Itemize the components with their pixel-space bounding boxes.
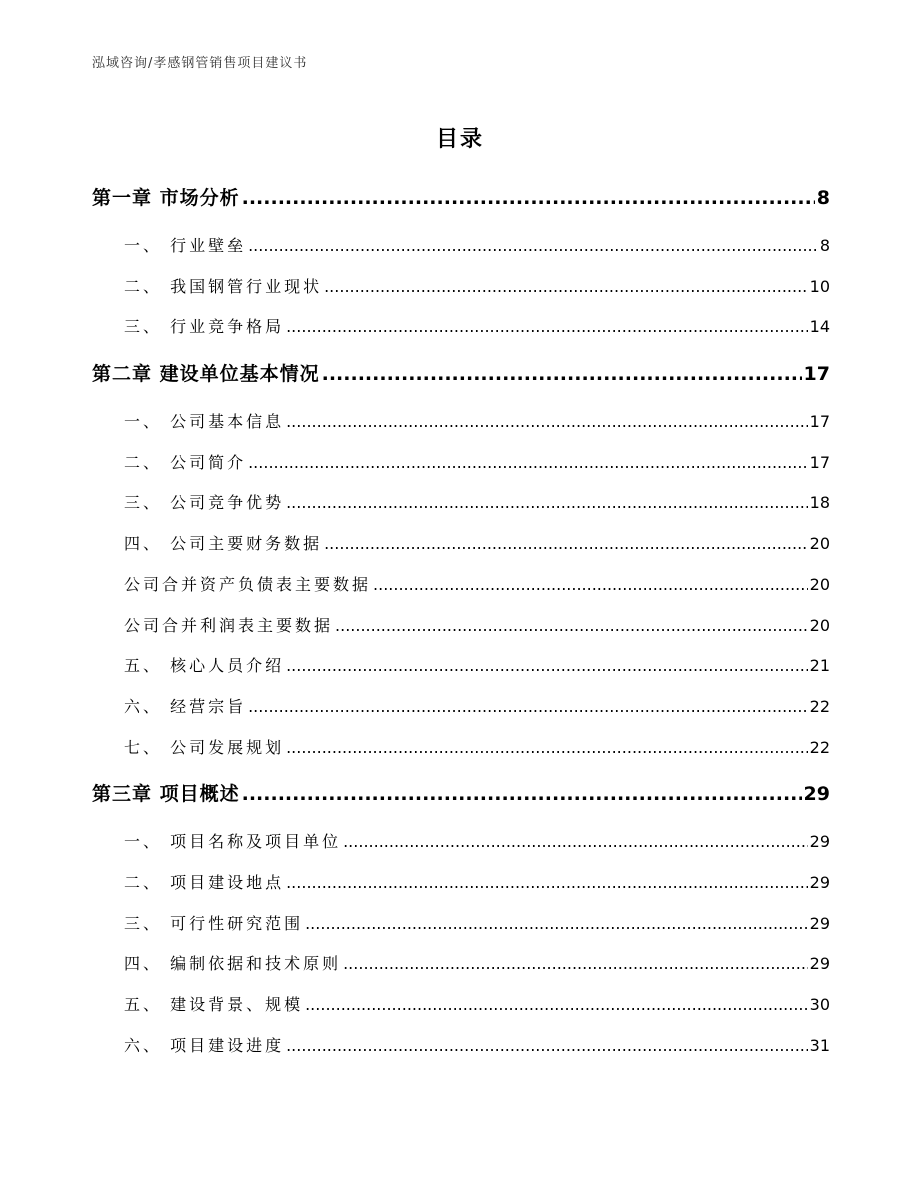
toc-entry-label: 四、 公司主要财务数据	[124, 534, 323, 554]
toc-page-number: 29	[809, 954, 830, 974]
toc-entry-label: 四、 编制依据和技术原则	[124, 954, 342, 974]
toc-section[interactable]	[92, 402, 830, 443]
toc-section[interactable]	[92, 728, 830, 769]
toc-page-number: 20	[809, 574, 830, 594]
toc-section[interactable]	[92, 307, 830, 348]
toc-section[interactable]	[92, 646, 830, 687]
toc-section[interactable]	[92, 443, 830, 484]
toc-entry-label: 六、 经营宗旨	[124, 696, 247, 716]
toc-entry-label: 第一章 市场分析	[92, 187, 240, 209]
toc-entry-label: 三、 公司竞争优势	[124, 493, 285, 513]
toc-section[interactable]	[92, 944, 830, 985]
toc-page-number: 17	[809, 452, 830, 472]
toc-subsection[interactable]	[92, 565, 830, 606]
toc-entry-label: 公司合并利润表主要数据	[124, 615, 334, 635]
toc-page-number: 22	[809, 696, 830, 716]
toc-section[interactable]	[92, 985, 830, 1026]
dot-leader	[242, 176, 815, 220]
toc-section[interactable]	[92, 267, 830, 308]
toc-page-number: 17	[809, 412, 830, 432]
toc-entry-label: 五、 建设背景、规模	[124, 995, 304, 1014]
toc-entry-label: 二、 项目建设地点	[124, 872, 285, 892]
table-of-contents	[92, 176, 830, 1066]
toc-page-number: 29	[809, 872, 830, 892]
toc-entry-label: 三、 行业竞争格局	[124, 317, 285, 337]
toc-section[interactable]	[92, 524, 830, 565]
toc-entry-label: 第二章 建设单位基本情况	[92, 363, 320, 386]
toc-page-number: 22	[809, 737, 830, 757]
toc-chapter-2[interactable]	[92, 352, 830, 396]
toc-page-number: 29	[803, 783, 830, 806]
toc-section[interactable]	[92, 863, 830, 904]
toc-page-number: 30	[809, 995, 830, 1014]
dot-leader	[248, 226, 818, 267]
dot-leader	[324, 267, 808, 308]
toc-page-number: 18	[809, 493, 830, 513]
dot-leader	[343, 944, 808, 985]
dot-leader	[286, 483, 808, 524]
toc-entry-label: 五、 核心人员介绍	[124, 656, 285, 676]
toc-page-number: 20	[809, 615, 830, 635]
toc-title: 目录	[435, 127, 484, 152]
toc-entry-label: 一、 项目名称及项目单位	[124, 832, 342, 852]
toc-entry-label: 一、 公司基本信息	[124, 412, 285, 432]
dot-leader	[335, 606, 808, 647]
toc-chapter-1[interactable]	[92, 176, 830, 220]
toc-section[interactable]	[92, 226, 830, 267]
toc-section[interactable]	[92, 687, 830, 728]
dot-leader	[248, 443, 808, 484]
toc-page-number: 8	[816, 187, 830, 209]
dot-leader	[286, 863, 808, 904]
toc-entry-label: 二、 我国钢管行业现状	[124, 276, 323, 296]
toc-page-number: 29	[809, 913, 830, 933]
toc-page-number: 21	[809, 656, 830, 676]
dot-leader	[242, 772, 802, 816]
dot-leader	[322, 352, 802, 396]
dot-leader	[286, 402, 808, 443]
toc-page-number: 29	[809, 832, 830, 852]
running-header: 泓域咨询/孝感钢管销售项目建议书	[92, 56, 308, 71]
dot-leader	[248, 687, 808, 728]
toc-page-number: 17	[803, 363, 830, 386]
toc-page-number: 14	[809, 317, 830, 337]
dot-leader	[286, 307, 808, 348]
toc-page-number: 31	[809, 1035, 830, 1055]
dot-leader	[305, 904, 808, 945]
dot-leader	[286, 728, 808, 769]
toc-section[interactable]	[92, 483, 830, 524]
toc-entry-label: 公司合并资产负债表主要数据	[124, 574, 372, 594]
dot-leader	[286, 1026, 808, 1067]
dot-leader	[324, 524, 808, 565]
toc-section[interactable]	[92, 904, 830, 945]
toc-subsection[interactable]	[92, 606, 830, 647]
toc-entry-label: 二、 公司简介	[124, 452, 247, 472]
toc-page-number: 8	[819, 236, 830, 255]
dot-leader	[373, 565, 808, 606]
dot-leader	[286, 646, 808, 687]
toc-section[interactable]	[92, 1026, 830, 1067]
dot-leader	[343, 822, 808, 863]
toc-section[interactable]	[92, 822, 830, 863]
toc-page-number: 20	[809, 534, 830, 554]
toc-chapter-3[interactable]	[92, 772, 830, 816]
toc-entry-label: 第三章 项目概述	[92, 783, 240, 806]
toc-entry-label: 三、 可行性研究范围	[124, 913, 304, 933]
toc-entry-label: 七、 公司发展规划	[124, 737, 285, 757]
toc-entry-label: 一、 行业壁垒	[124, 236, 247, 255]
dot-leader	[305, 985, 808, 1026]
toc-page-number: 10	[809, 276, 830, 296]
toc-entry-label: 六、 项目建设进度	[124, 1035, 285, 1055]
